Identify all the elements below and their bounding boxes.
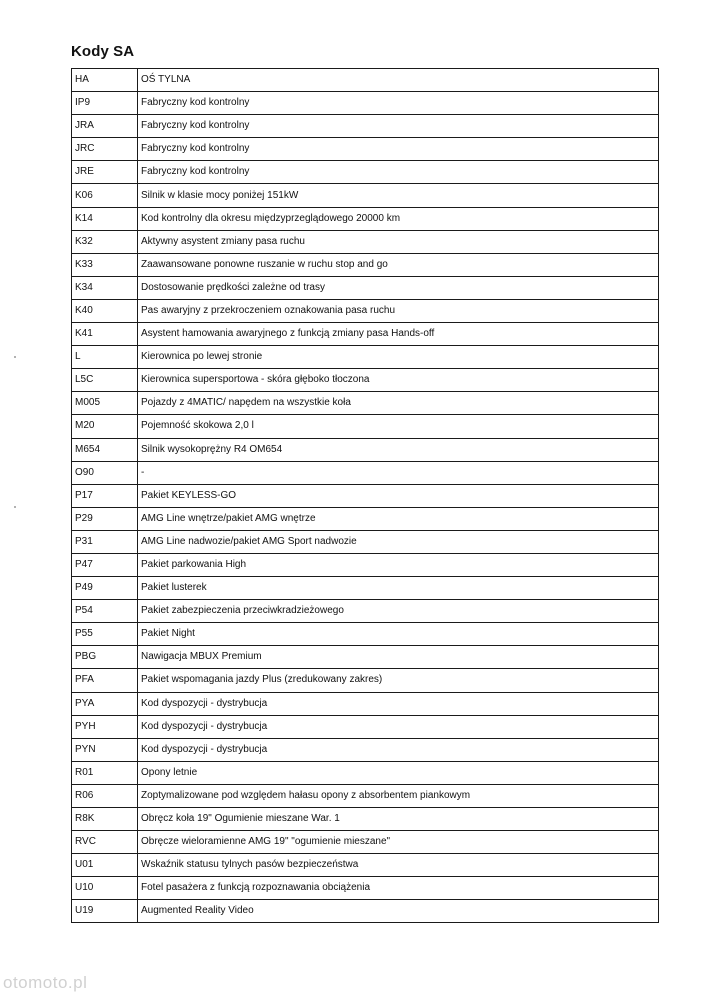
sa-code-cell: R8K [72, 808, 138, 831]
sa-code-cell: JRE [72, 161, 138, 184]
table-row [72, 553, 659, 576]
table-row [72, 346, 659, 369]
table-row [72, 276, 659, 299]
sa-description-cell: Fabryczny kod kontrolny [138, 115, 659, 138]
sa-code-cell: P54 [72, 600, 138, 623]
sa-code-cell: U10 [72, 877, 138, 900]
table-row [72, 577, 659, 600]
sa-description-cell: Kierownica supersportowa - skóra głęboko tłoczona [138, 369, 659, 392]
sa-description-cell: Pakiet KEYLESS-GO [138, 484, 659, 507]
table-row [72, 392, 659, 415]
sa-description-cell: Silnik w klasie mocy poniżej 151kW [138, 184, 659, 207]
sa-code-cell: P47 [72, 553, 138, 576]
table-row [72, 484, 659, 507]
sa-description-cell: Obręcz koła 19" Ogumienie mieszane War. 1 [138, 808, 659, 831]
sa-description-cell: Augmented Reality Video [138, 900, 659, 923]
sa-description-cell: Kod dyspozycji - dystrybucja [138, 738, 659, 761]
sa-description-cell: Pojazdy z 4MATIC/ napędem na wszystkie koła [138, 392, 659, 415]
table-row [72, 184, 659, 207]
sa-code-cell: K33 [72, 253, 138, 276]
sa-description-cell: Wskaźnik statusu tylnych pasów bezpieczeństwa [138, 854, 659, 877]
table-row [72, 877, 659, 900]
sa-code-cell: PYN [72, 738, 138, 761]
table-row [72, 507, 659, 530]
sa-code-cell: P55 [72, 623, 138, 646]
table-row [72, 92, 659, 115]
table-row [72, 530, 659, 553]
sa-description-cell: Kod dyspozycji - dystrybucja [138, 715, 659, 738]
table-row [72, 369, 659, 392]
table-row [72, 138, 659, 161]
table-row [72, 69, 659, 92]
sa-description-cell: Asystent hamowania awaryjnego z funkcją zmiany pasa Hands-off [138, 323, 659, 346]
sa-description-cell: Fabryczny kod kontrolny [138, 161, 659, 184]
sa-code-cell: R01 [72, 761, 138, 784]
sa-code-cell: PYA [72, 692, 138, 715]
table-row [72, 784, 659, 807]
sa-description-cell: Pakiet Night [138, 623, 659, 646]
table-row [72, 207, 659, 230]
sa-description-cell: Fotel pasażera z funkcją rozpoznawania obciążenia [138, 877, 659, 900]
sa-code-cell: L [72, 346, 138, 369]
table-row [72, 438, 659, 461]
sa-codes-table [71, 68, 659, 923]
sa-code-cell: HA [72, 69, 138, 92]
sa-description-cell: Pakiet lusterek [138, 577, 659, 600]
table-row [72, 738, 659, 761]
table-row [72, 299, 659, 322]
sa-code-cell: K32 [72, 230, 138, 253]
sa-code-cell: K06 [72, 184, 138, 207]
margin-dot [14, 356, 16, 358]
sa-code-cell: P29 [72, 507, 138, 530]
sa-code-cell: R06 [72, 784, 138, 807]
sa-description-cell: AMG Line nadwozie/pakiet AMG Sport nadwozie [138, 530, 659, 553]
sa-description-cell: Kod dyspozycji - dystrybucja [138, 692, 659, 715]
sa-code-cell: M654 [72, 438, 138, 461]
sa-description-cell: Pakiet zabezpieczenia przeciwkradzieżowego [138, 600, 659, 623]
table-row [72, 230, 659, 253]
sa-description-cell: AMG Line wnętrze/pakiet AMG wnętrze [138, 507, 659, 530]
table-row [72, 761, 659, 784]
table-row [72, 900, 659, 923]
sa-description-cell: Silnik wysokoprężny R4 OM654 [138, 438, 659, 461]
sa-code-cell: P17 [72, 484, 138, 507]
table-row [72, 161, 659, 184]
sa-code-cell: U01 [72, 854, 138, 877]
sa-code-cell: PFA [72, 669, 138, 692]
sa-description-cell: - [138, 461, 659, 484]
sa-code-cell: K41 [72, 323, 138, 346]
table-row [72, 323, 659, 346]
sa-description-cell: Pakiet parkowania High [138, 553, 659, 576]
watermark-logo: otomoto.pl [3, 973, 88, 992]
sa-description-cell: Zaawansowane ponowne ruszanie w ruchu stop and go [138, 253, 659, 276]
table-row [72, 854, 659, 877]
sa-codes-table-body [72, 69, 659, 923]
sa-description-cell: Fabryczny kod kontrolny [138, 138, 659, 161]
table-row [72, 115, 659, 138]
sa-description-cell: OŚ TYLNA [138, 69, 659, 92]
sa-code-cell: PYH [72, 715, 138, 738]
table-row [72, 461, 659, 484]
sa-code-cell: U19 [72, 900, 138, 923]
sa-code-cell: M20 [72, 415, 138, 438]
table-row [72, 415, 659, 438]
sa-description-cell: Obręcze wieloramienne AMG 19" "ogumienie mieszane" [138, 831, 659, 854]
sa-code-cell: K34 [72, 276, 138, 299]
table-row [72, 623, 659, 646]
table-row [72, 669, 659, 692]
sa-description-cell: Pakiet wspomagania jazdy Plus (zredukowany zakres) [138, 669, 659, 692]
sa-code-cell: PBG [72, 646, 138, 669]
sa-description-cell: Kod kontrolny dla okresu międzyprzeglądowego 20000 km [138, 207, 659, 230]
sa-code-cell: IP9 [72, 92, 138, 115]
sa-description-cell: Opony letnie [138, 761, 659, 784]
sa-description-cell: Fabryczny kod kontrolny [138, 92, 659, 115]
table-row [72, 600, 659, 623]
sa-code-cell: P31 [72, 530, 138, 553]
table-row [72, 692, 659, 715]
table-row [72, 646, 659, 669]
table-row [72, 715, 659, 738]
sa-description-cell: Kierownica po lewej stronie [138, 346, 659, 369]
sa-code-cell: JRC [72, 138, 138, 161]
sa-description-cell: Pas awaryjny z przekroczeniem oznakowania pasa ruchu [138, 299, 659, 322]
sa-description-cell: Dostosowanie prędkości zależne od trasy [138, 276, 659, 299]
sa-code-cell: JRA [72, 115, 138, 138]
page-title: Kody SA [71, 43, 135, 60]
table-row [72, 808, 659, 831]
sa-description-cell: Nawigacja MBUX Premium [138, 646, 659, 669]
sa-code-cell: K14 [72, 207, 138, 230]
sa-code-cell: M005 [72, 392, 138, 415]
sa-description-cell: Aktywny asystent zmiany pasa ruchu [138, 230, 659, 253]
sa-code-cell: RVC [72, 831, 138, 854]
sa-description-cell: Zoptymalizowane pod względem hałasu opony z absorbentem piankowym [138, 784, 659, 807]
margin-dot [14, 506, 16, 508]
sa-code-cell: K40 [72, 299, 138, 322]
sa-code-cell: P49 [72, 577, 138, 600]
sa-code-cell: L5C [72, 369, 138, 392]
table-row [72, 253, 659, 276]
sa-description-cell: Pojemność skokowa 2,0 l [138, 415, 659, 438]
sa-code-cell: O90 [72, 461, 138, 484]
table-row [72, 831, 659, 854]
